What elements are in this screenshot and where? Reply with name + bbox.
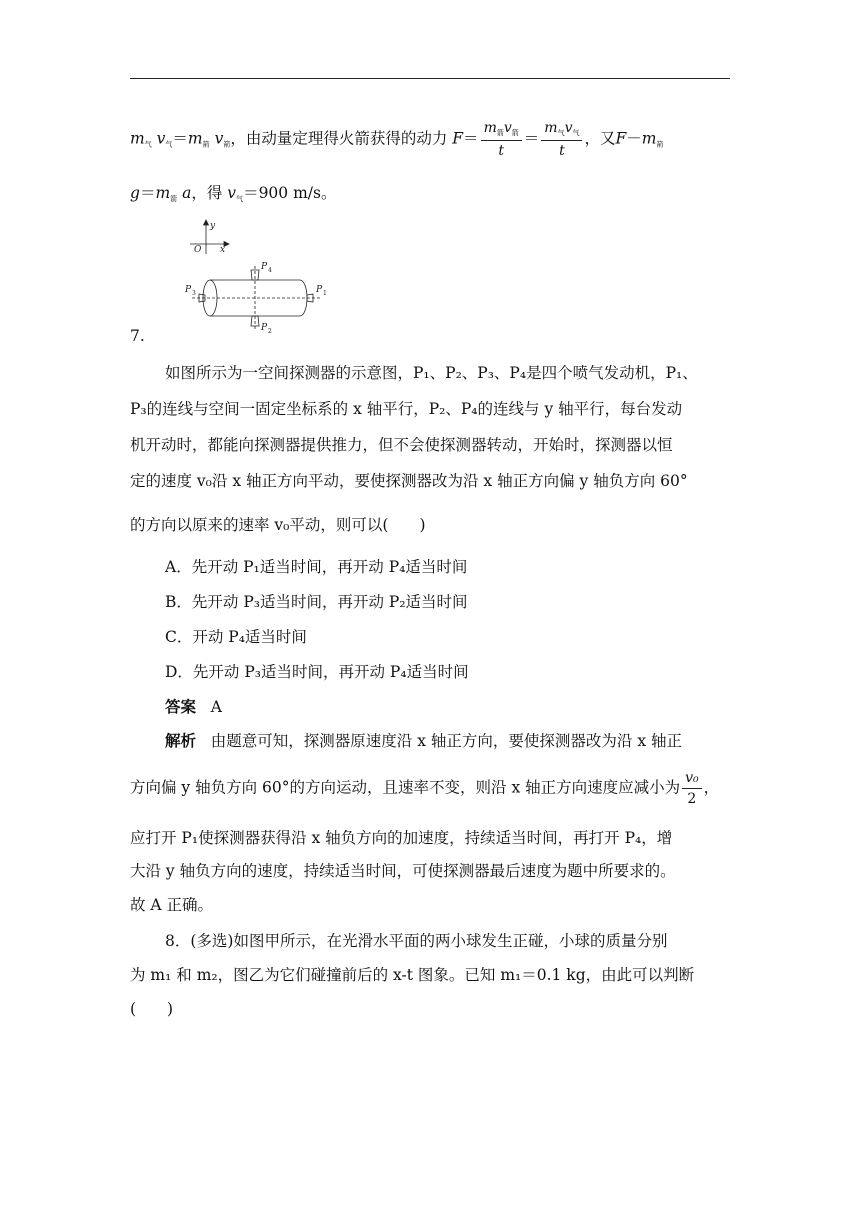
y-axis-label: y xyxy=(210,221,216,231)
q7-stem-line-3: 机开动时，都能向探测器提供推力，但不会使探测器转动，开始时，探测器以恒 xyxy=(130,436,673,454)
header-rule xyxy=(130,78,730,79)
y-axis-arrow xyxy=(204,220,209,225)
question-7-number: 7. xyxy=(130,327,145,345)
label-p4-sub: 4 xyxy=(268,267,272,274)
label-p3-letter: P xyxy=(185,285,192,295)
q7-analysis-line-5: 故 A 正确。 xyxy=(130,896,214,914)
q7-option-a: A．先开动 P₁适当时间，再开动 P₄适当时间 xyxy=(165,558,468,576)
label-p3-sub: 3 xyxy=(192,290,196,297)
label-p1-letter: P xyxy=(316,285,323,295)
fraction-momentum-rocket: $\frac{m_箭v_箭}{t}$ xyxy=(481,120,522,159)
label-p4-letter: P xyxy=(261,262,268,272)
fraction-v0-over-2: $\frac{\text{v₀}}{2}$ xyxy=(682,770,702,807)
label-p1-sub: 1 xyxy=(323,290,327,297)
origin-label: O xyxy=(194,245,202,255)
q7-option-c: C．开动 P₄适当时间 xyxy=(165,628,307,646)
answer-value: A xyxy=(210,698,222,716)
q7-analysis-line-4: 大沿 y 轴负方向的速度，持续适当时间，可使探测器最后速度为题中所要求的。 xyxy=(130,862,676,880)
q7-answer xyxy=(165,695,730,717)
x-axis-label: x xyxy=(220,245,226,255)
q7-analysis-line-1: 解析 由题意可知，探测器原速度沿 x 轴正方向，要使探测器改为沿 x 轴正 xyxy=(165,731,682,750)
q7-option-d: D．先开动 P₃适当时间，再开动 P₄适当时间 xyxy=(165,663,469,681)
q7-stem-line-4: 定的速度 v₀沿 x 轴正方向平动，要使探测器改为沿 x 轴正方向偏 y 轴负方向 60° xyxy=(130,472,688,490)
q7-stem-line-5: 的方向以原来的速率 v₀平动，则可以( ) xyxy=(130,516,426,534)
solution-line-1: m气 v气＝m箭 v箭，由动量定理得火箭获得的动力 F＝ $\frac{m_箭v_箭}{t}$ ＝ $\frac{m_气v_气}{t}$ ，又F－m箭 xyxy=(130,120,664,159)
q7-analysis-line-3: 应打开 P₁使探测器获得沿 x 轴负方向的加速度，持续适当时间，再打开 P₄，增 xyxy=(130,829,673,847)
q7-analysis-line-2: 方向偏 y 轴负方向 60°的方向运动，且速率不变，则沿 x 轴正方向速度应减小为 $\frac{\text{v₀}}{2}$ ， xyxy=(130,770,720,807)
solution-line-2: g＝m箭 a，得 v气＝900 m/s。 xyxy=(130,184,337,203)
fraction-momentum-gas: $\frac{m_气v_气}{t}$ xyxy=(541,120,582,159)
q8-line-2: 为 m₁ 和 m₂，图乙为它们碰撞前后的 x-t 图象。已知 m₁＝0.1 kg，由此可以判断 xyxy=(130,966,695,984)
q7-stem-line-1: 如图所示为一空间探测器的示意图，P₁、P₂、P₃、P₄是四个喷气发动机，P₁、 xyxy=(165,364,698,382)
probe-diagram xyxy=(182,218,342,336)
analysis-label: 解析 xyxy=(165,731,197,750)
q8-line-1: 8．(多选)如图甲所示，在光滑水平面的两小球发生正碰，小球的质量分别 xyxy=(165,932,668,950)
label-p2-letter: P xyxy=(261,323,268,333)
q7-stem-line-2: P₃的连线与空间一固定坐标系的 x 轴平行，P₂、P₄的连线与 y 轴平行，每台发动 xyxy=(130,400,683,418)
q7-option-b: B．先开动 P₃适当时间，再开动 P₂适当时间 xyxy=(165,593,468,611)
label-p2-sub: 2 xyxy=(268,328,272,335)
answer-label: 答案 xyxy=(165,697,197,716)
q8-line-3: ( ) xyxy=(130,1000,174,1018)
